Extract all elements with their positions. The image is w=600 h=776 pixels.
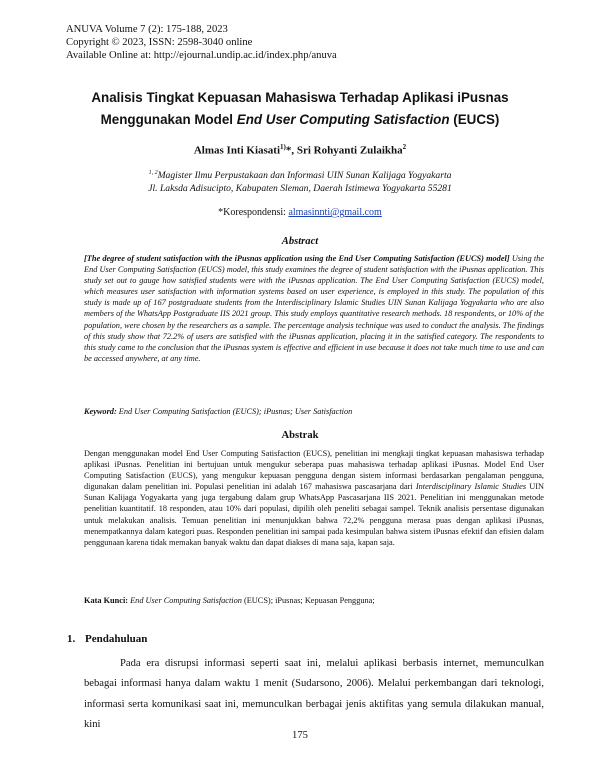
correspondence [40, 207, 560, 218]
correspondence-label: *Korespondensi: [218, 207, 289, 218]
section-paragraph: Pada era disrupsi informasi seperti saat ini, melalui aplikasi berbasis internet, memunculkan bebagai informasi hanya dalam waktu 1 menit (Sudarsono, 2006). Melalui perkembangan dari teknologi, informasi serta komunikasi saat ini, memunculkan berbagai jenis aktifitas yang semula dilakukan manual, kini [84, 658, 544, 731]
section-title: Pendahuluan [85, 633, 148, 645]
abstract-indonesian-part-2: UIN Sunan Kalijaga Yogyakarta yang juga tergabung dalam grup WhatsApp Pascasarjana IIS 2021. Penelitian ini menggunakan metode penelitian kuantitatif. 18 responden, atau 10% dari populasi, dipilih oleh peneliti sebagai sampel. Teknik analisis persentase digunakan untuk melakukan analisis. Temuan penelitian ini menunjukkan bahwa 72,2% pengguna merasa puas dengan aplikasi iPusnas, menempatkannya dalam kategori puas. Responden penelitian ini sampai pada kesimpulan bahwa sistem iPusnas efektif dan efisien dalam penggunaan karena tidak memakan banyak waktu dan dapat diakses di mana saja, kapan saja. [84, 482, 545, 547]
keywords-indonesian [84, 596, 544, 605]
title-line-2-italic: End User Computing Satisfaction [236, 112, 450, 127]
author-1-affil-mark: 1) [280, 143, 286, 151]
keywords-english [84, 407, 544, 416]
affiliation-name: Magister Ilmu Perpustakaan dan Informasi UIN Sunan Kalijaga Yogyakarta [157, 170, 452, 182]
author-2: Sri Rohyanti Zulaikha [296, 144, 403, 157]
correspondence-email-link[interactable]: almasinnti@gmail.com [288, 207, 382, 218]
keywords-indonesian-italic: End User Computing Satisfaction [128, 596, 242, 605]
abstrak-heading: Abstrak [281, 430, 319, 441]
keywords-english-label: Keyword: [84, 407, 117, 416]
journal-volume: ANUVA Volume 7 (2): 175-188, 2023 [66, 24, 228, 35]
title-line-2-post: (EUCS) [449, 112, 500, 127]
abstract-indonesian-part-1: Dengan menggunakan model End User Computing Satisfaction (EUCS), penelitian ini mengkaji tingkat kepuasan mahasiswa terhadap aplikasi iPusnas. Penelitian ini bertujuan untuk mengukur seberapa puas mahasiswa terhadap aplikasi iPusnas. Model End User Computing Satisfaction (EUCS), yang mengukur kepuasan pengguna dengan sistem informasi berdasarkan pengalaman pengguna, digunakan dalam penelitian ini. Populasi penelitian ini adalah 167 mahasiswa pascasarjana dari [84, 449, 544, 492]
abstract-indonesian [84, 448, 544, 548]
keywords-indonesian-rest: (EUCS); iPusnas; Kepuasan Pengguna; [241, 596, 375, 605]
author-1: Almas Inti Kiasati [193, 144, 281, 157]
paper-title [40, 87, 560, 131]
keywords-english-list: End User Computing Satisfaction (EUCS); iPusnas; User Satisfaction [116, 407, 353, 416]
title-line-2 [40, 109, 560, 131]
page-number: 175 [292, 730, 308, 741]
section-number: 1. [67, 633, 76, 645]
author-2-affil-mark: 2 [402, 143, 407, 151]
abstract-english [84, 253, 544, 364]
journal-copyright: Copyright © 2023, ISSN: 2598-3040 online [66, 37, 253, 48]
title-line-2-pre: Menggunakan Model [100, 112, 237, 127]
affiliation [40, 167, 560, 195]
journal-url: Available Online at: http://ejournal.undip.ac.id/index.php/anuva [66, 50, 337, 61]
abstract-heading: Abstract [281, 236, 319, 247]
abstract-english-text: Using the End User Computing Satisfaction (EUCS) model, this study examines the degree of student satisfaction with the iPusnas application. This study set out to gauge how satisfied students were with the iPusnas application. The End User Computing Satisfaction (EUCS) model, which measures user satisfaction with information systems based on user experience, is employed in this study. The population of this study is made up of 167 postgraduate students from the Interdisciplinary Islamic Studies UIN Sunan Kalijaga Yogyakarta who are also members of the WhatsApp Postgraduate IIS 2021 group. This study employs quantitative research methods. 18 respondents, or 10% of the population, were chosen by the researchers as a sample. The percentage analysis technique was used to conduct the analysis. The findings of this study show that 72.2% of users are satisfied with the iPusnas application, placing it in the satisfied category. The respondents to this study came to the conclusion that the iPusnas system is effective and efficient in use because it does not take much time to use and can be accessed anywhere, at any time. [84, 254, 544, 363]
keywords-indonesian-label: Kata Kunci: [84, 596, 129, 605]
affiliation-line-1 [40, 167, 560, 182]
title-line-1: Analisis Tingkat Kepuasan Mahasiswa Terhadap Aplikasi iPusnas [91, 90, 509, 105]
abstract-english-title: [The degree of student satisfaction with the iPusnas application using the End User Computing Satisfaction (EUCS) model] [84, 254, 510, 263]
author-1-corresponding-mark: *, [285, 144, 297, 157]
section-heading [67, 633, 147, 645]
abstract-indonesian-italic: Interdisciplinary Islamic Studies [415, 482, 527, 492]
affiliation-address: Jl. Laksda Adisucipto, Kabupaten Sleman, Daerah Istimewa Yogyakarta 55281 [148, 183, 452, 195]
journal-header [66, 23, 337, 62]
affiliation-mark: 1, 2 [148, 170, 158, 176]
author-list [40, 143, 560, 157]
